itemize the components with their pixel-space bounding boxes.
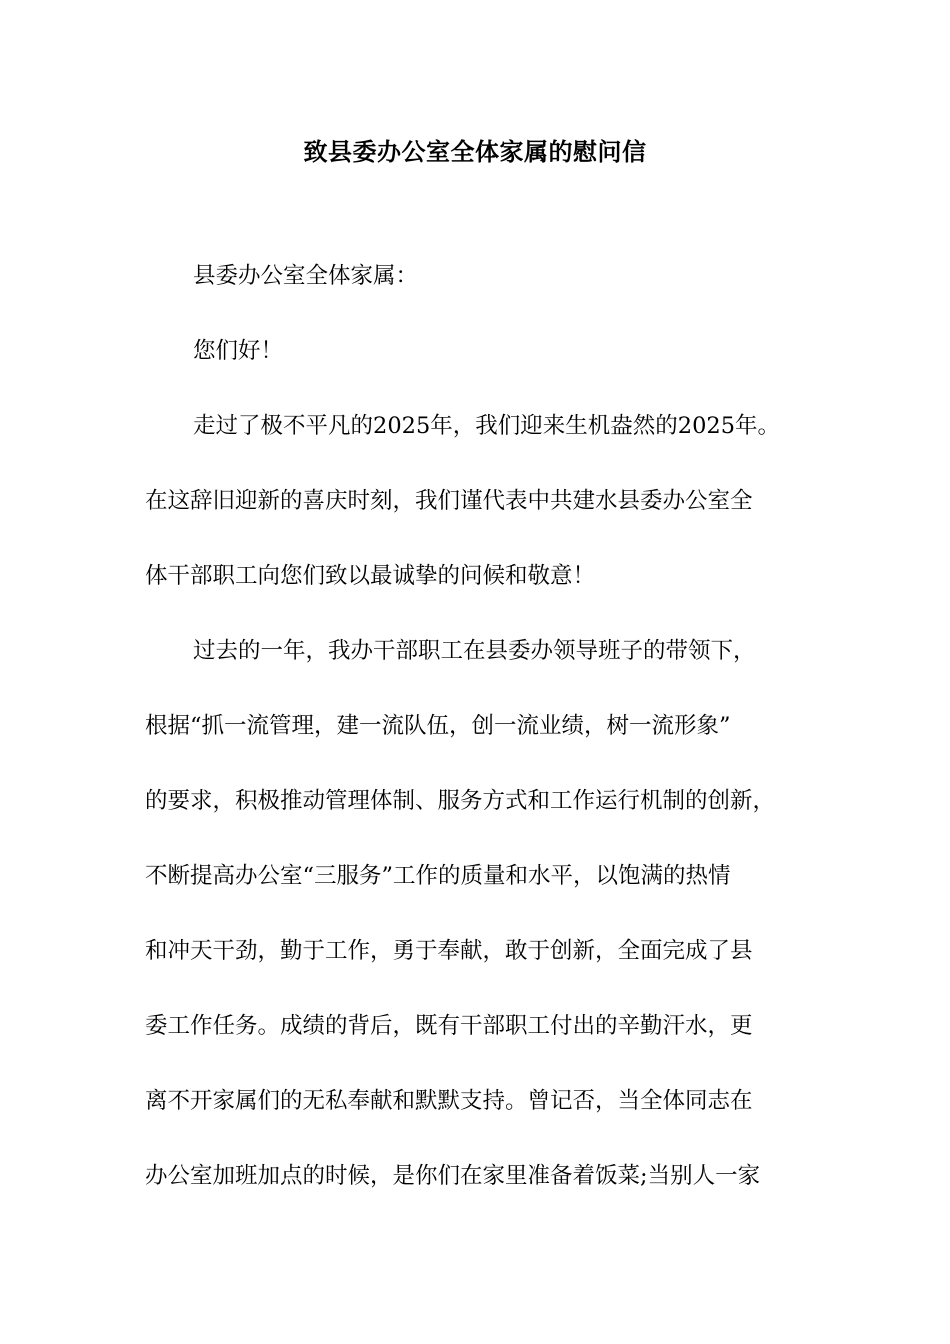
- paragraph-line: 委工作任务。成绩的背后，既有干部职工付出的辛勤汗水，更: [145, 1013, 753, 1039]
- salutation: 县委办公室全体家属：: [193, 263, 419, 289]
- paragraph-line: 和冲天干劲，勤于工作，勇于奉献，敢于创新，全面完成了县: [145, 938, 753, 964]
- paragraph-line: 走过了极不平凡的2025年，我们迎来生机盎然的2025年。: [193, 413, 781, 439]
- paragraph-line: 的要求，积极推动管理体制、服务方式和工作运行机制的创新，: [145, 788, 776, 814]
- paragraph-line: 体干部职工向您们致以最诚挚的问候和敬意！: [145, 563, 596, 589]
- paragraph-line: 不断提高办公室“三服务”工作的质量和水平，以饱满的热情: [145, 863, 731, 889]
- greeting: 您们好！: [193, 338, 284, 364]
- letter-title: 致县委办公室全体家属的慰问信: [303, 137, 647, 166]
- paragraph-line: 离不开家属们的无私奉献和默默支持。曾记否，当全体同志在: [145, 1088, 753, 1114]
- paragraph-line: 过去的一年，我办干部职工在县委办领导班子的带领下，: [193, 638, 756, 664]
- paragraph-line: 在这辞旧迎新的喜庆时刻，我们谨代表中共建水县委办公室全: [145, 488, 753, 514]
- paragraph-line: 根据“抓一流管理，建一流队伍，创一流业绩，树一流形象”: [145, 713, 731, 739]
- paragraph-line: 办公室加班加点的时候，是你们在家里准备着饭菜;当别人一家: [145, 1163, 761, 1189]
